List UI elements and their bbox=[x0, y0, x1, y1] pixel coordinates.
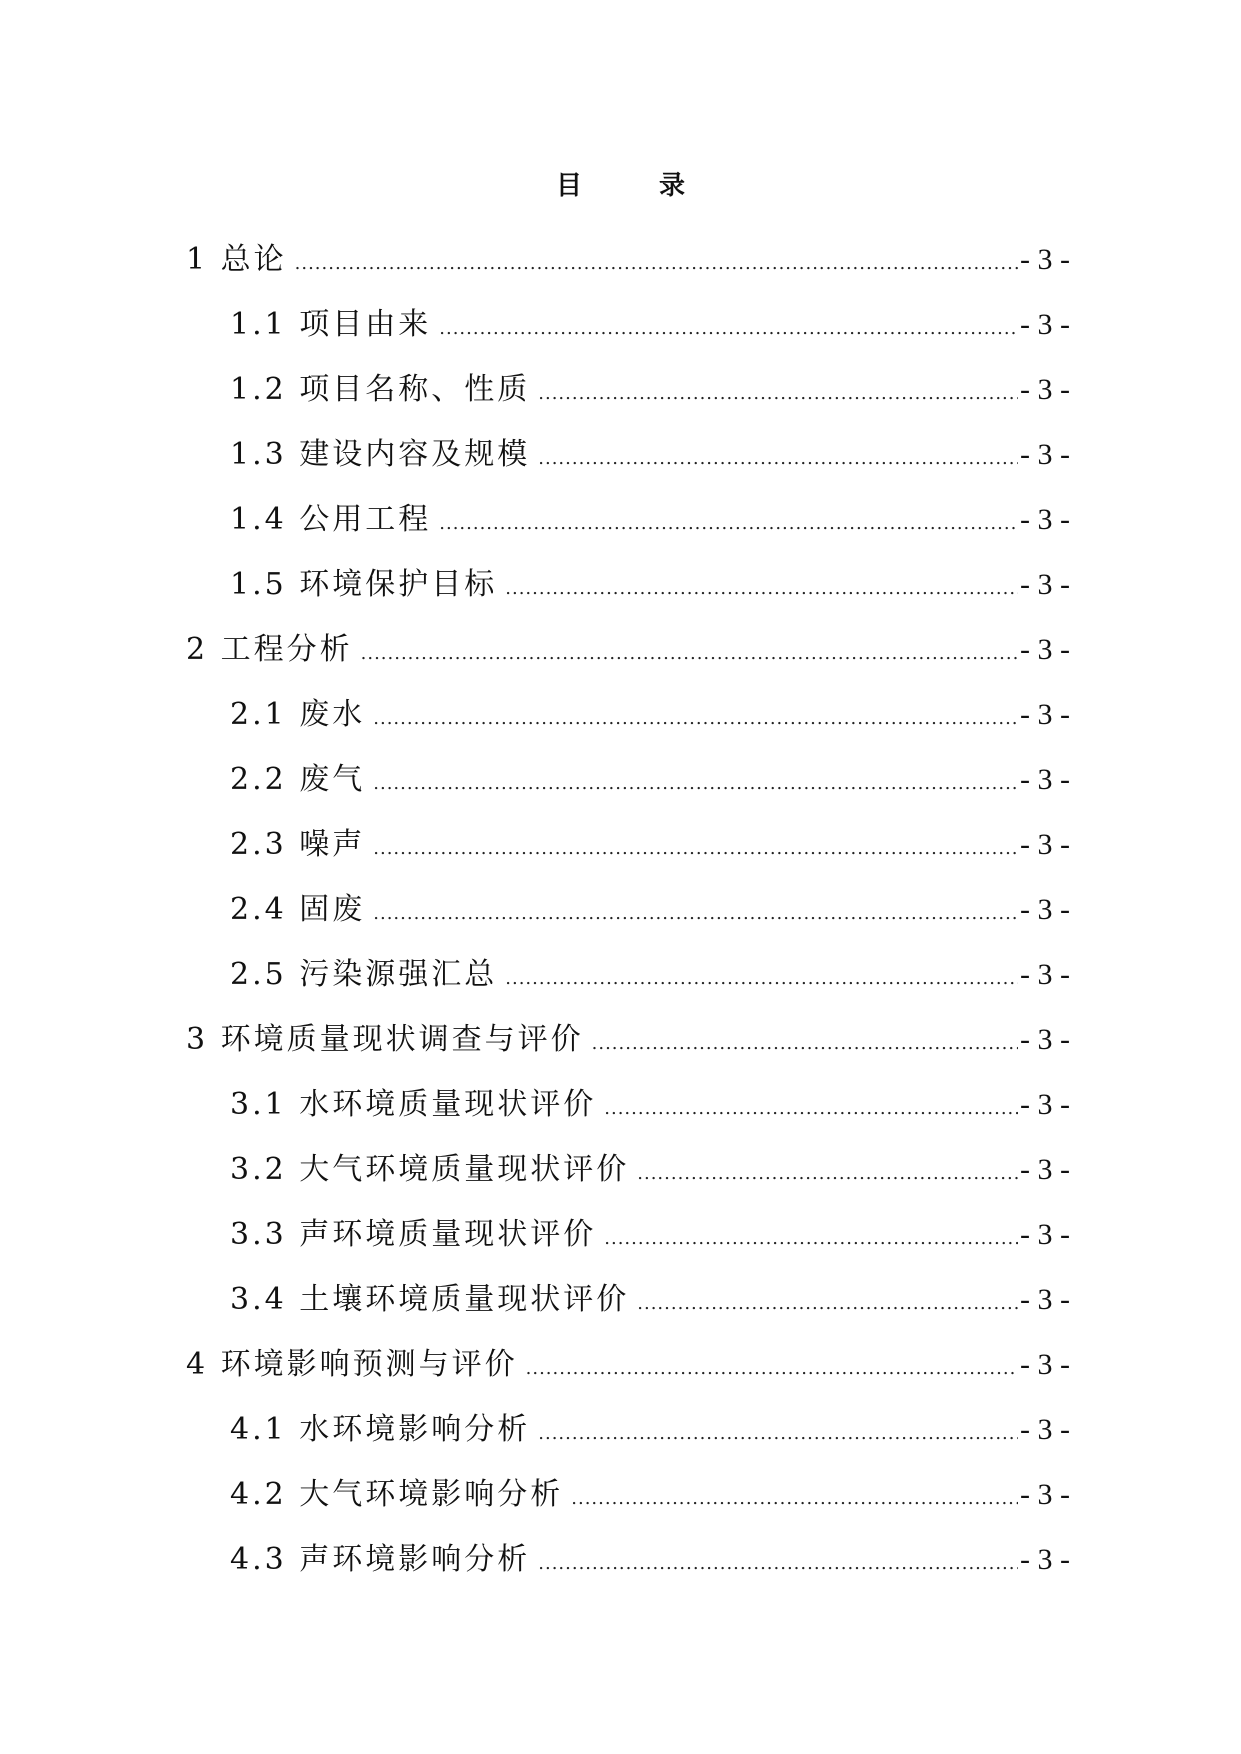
toc-leader-dots bbox=[637, 1284, 1018, 1324]
toc-entry-page-number: - 3 - bbox=[1020, 1478, 1070, 1511]
toc-entry[interactable] bbox=[186, 760, 1070, 825]
toc-leader-dots bbox=[538, 374, 1018, 414]
toc-entry-label: 4.1 水环境影响分析 bbox=[230, 1412, 531, 1447]
toc-entry-page-number: - 3 - bbox=[1020, 1348, 1070, 1381]
toc-entry[interactable] bbox=[186, 370, 1070, 435]
toc-entry[interactable] bbox=[186, 825, 1070, 890]
toc-entry-label: 4.2 大气环境影响分析 bbox=[230, 1477, 564, 1512]
toc-entry[interactable] bbox=[186, 240, 1070, 305]
toc-entry[interactable] bbox=[186, 1540, 1070, 1605]
toc-leader-dots bbox=[373, 894, 1018, 934]
toc-leader-dots bbox=[439, 504, 1018, 544]
toc-leader-dots bbox=[439, 309, 1018, 349]
toc-leader-dots bbox=[571, 1479, 1018, 1519]
toc-entry-page-number: - 3 - bbox=[1020, 1153, 1070, 1186]
toc-entry[interactable] bbox=[186, 565, 1070, 630]
toc-entry[interactable] bbox=[186, 630, 1070, 695]
toc-entry[interactable] bbox=[186, 1345, 1070, 1410]
toc-entry-page-number: - 3 - bbox=[1020, 568, 1070, 601]
toc-entry-page-number: - 3 - bbox=[1020, 1023, 1070, 1056]
toc-entry[interactable] bbox=[186, 1410, 1070, 1475]
toc-entry-label: 2.1 废水 bbox=[230, 697, 366, 732]
toc-entry-label: 3.4 土壤环境质量现状评价 bbox=[230, 1282, 630, 1317]
toc-entry[interactable] bbox=[186, 1150, 1070, 1215]
toc-entry-page-number: - 3 - bbox=[1020, 1543, 1070, 1576]
toc-entry[interactable] bbox=[186, 1280, 1070, 1345]
toc-entry-page-number: - 3 - bbox=[1020, 308, 1070, 341]
toc-leader-dots bbox=[373, 699, 1018, 739]
toc-entry[interactable] bbox=[186, 695, 1070, 760]
toc-entry-label: 1.1 项目由来 bbox=[230, 307, 432, 342]
toc-leader-dots bbox=[604, 1219, 1018, 1259]
toc-leader-dots bbox=[373, 829, 1018, 869]
toc-entry-label: 2.4 固废 bbox=[230, 892, 366, 927]
toc-entry-label: 1.3 建设内容及规模 bbox=[230, 437, 531, 472]
toc-entry-page-number: - 3 - bbox=[1020, 763, 1070, 796]
toc-entry-label: 4 环境影响预测与评价 bbox=[186, 1347, 518, 1382]
toc-leader-dots bbox=[637, 1154, 1018, 1194]
toc-entry[interactable] bbox=[186, 1215, 1070, 1280]
toc-entry-page-number: - 3 - bbox=[1020, 958, 1070, 991]
toc-entry-page-number: - 3 - bbox=[1020, 828, 1070, 861]
toc-entry-label: 2.3 噪声 bbox=[230, 827, 366, 862]
toc-leader-dots bbox=[604, 1089, 1018, 1129]
toc-entry-page-number: - 3 - bbox=[1020, 1413, 1070, 1446]
toc-entry[interactable] bbox=[186, 500, 1070, 565]
toc-entry-label: 3.2 大气环境质量现状评价 bbox=[230, 1152, 630, 1187]
toc-entry-page-number: - 3 - bbox=[1020, 633, 1070, 666]
toc-entry-label: 1 总论 bbox=[186, 242, 287, 277]
table-of-contents bbox=[186, 240, 1070, 1605]
toc-entry-label: 1.2 项目名称、性质 bbox=[230, 372, 531, 407]
toc-entry[interactable] bbox=[186, 1085, 1070, 1150]
toc-entry-label: 4.3 声环境影响分析 bbox=[230, 1542, 531, 1577]
toc-entry-label: 1.5 环境保护目标 bbox=[230, 567, 498, 602]
toc-entry-page-number: - 3 - bbox=[1020, 503, 1070, 536]
toc-entry-page-number: - 3 - bbox=[1020, 243, 1070, 276]
toc-leader-dots bbox=[505, 959, 1018, 999]
toc-entry[interactable] bbox=[186, 890, 1070, 955]
toc-entry-label: 1.4 公用工程 bbox=[230, 502, 432, 537]
toc-entry-label: 3.3 声环境质量现状评价 bbox=[230, 1217, 597, 1252]
toc-leader-dots bbox=[538, 439, 1018, 479]
toc-entry-page-number: - 3 - bbox=[1020, 1283, 1070, 1316]
toc-entry-label: 2.5 污染源强汇总 bbox=[230, 957, 498, 992]
toc-entry-page-number: - 3 - bbox=[1020, 698, 1070, 731]
toc-leader-dots bbox=[505, 569, 1018, 609]
toc-entry-page-number: - 3 - bbox=[1020, 373, 1070, 406]
toc-leader-dots bbox=[592, 1024, 1018, 1064]
toc-leader-dots bbox=[295, 244, 1018, 284]
toc-entry-label: 2.2 废气 bbox=[230, 762, 366, 797]
toc-entry-page-number: - 3 - bbox=[1020, 893, 1070, 926]
toc-entry[interactable] bbox=[186, 1475, 1070, 1540]
toc-entry-page-number: - 3 - bbox=[1020, 1088, 1070, 1121]
toc-entry[interactable] bbox=[186, 435, 1070, 500]
toc-title: 目 录 bbox=[555, 171, 720, 201]
toc-entry-page-number: - 3 - bbox=[1020, 1218, 1070, 1251]
toc-entry[interactable] bbox=[186, 305, 1070, 370]
toc-entry[interactable] bbox=[186, 955, 1070, 1020]
toc-entry[interactable] bbox=[186, 1020, 1070, 1085]
toc-leader-dots bbox=[526, 1349, 1018, 1389]
toc-leader-dots bbox=[373, 764, 1018, 804]
toc-entry-label: 3.1 水环境质量现状评价 bbox=[230, 1087, 597, 1122]
toc-entry-label: 2 工程分析 bbox=[186, 632, 353, 667]
toc-leader-dots bbox=[538, 1414, 1018, 1454]
toc-leader-dots bbox=[538, 1544, 1018, 1584]
toc-entry-page-number: - 3 - bbox=[1020, 438, 1070, 471]
toc-leader-dots bbox=[361, 634, 1018, 674]
toc-entry-label: 3 环境质量现状调查与评价 bbox=[186, 1022, 584, 1057]
